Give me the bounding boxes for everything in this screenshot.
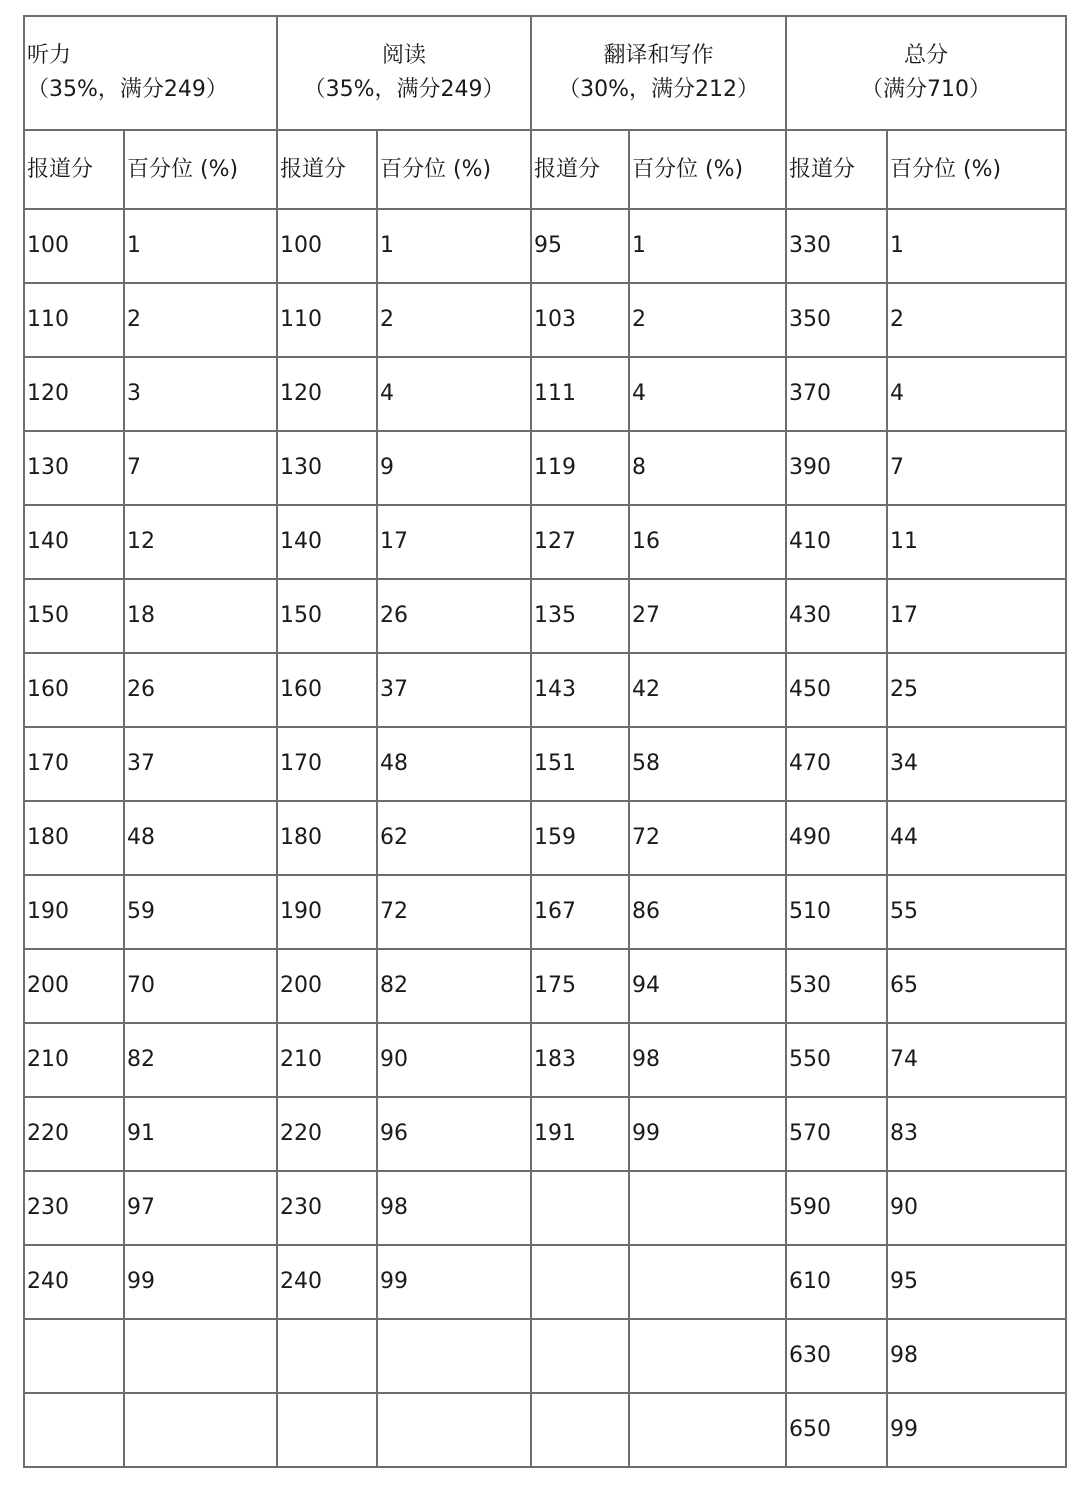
listening-percentile-cell: 82 [124, 1023, 277, 1097]
total-score-cell: 430 [786, 579, 887, 653]
section-weight: （30%，满分212） [558, 77, 759, 102]
reading-percentile-cell: 98 [377, 1171, 531, 1245]
reading-score-cell: 130 [277, 431, 377, 505]
reading-percentile-cell: 96 [377, 1097, 531, 1171]
table-row [24, 1171, 1066, 1245]
writing-percentile-cell: 98 [629, 1023, 786, 1097]
writing-score-cell [531, 1393, 629, 1467]
listening-percentile-cell: 2 [124, 283, 277, 357]
total-percentile-cell: 1 [887, 209, 1066, 283]
total-percentile-cell: 44 [887, 801, 1066, 875]
listening-score-cell: 150 [24, 579, 124, 653]
writing-score-cell: 135 [531, 579, 629, 653]
total-score-cell: 410 [786, 505, 887, 579]
total-percentile-cell: 34 [887, 727, 1066, 801]
total-score-cell: 510 [786, 875, 887, 949]
table-row [24, 1319, 1066, 1393]
listening-score-cell: 230 [24, 1171, 124, 1245]
listening-score-cell: 120 [24, 357, 124, 431]
column-header-score: 报道分 [277, 130, 377, 209]
writing-score-cell [531, 1319, 629, 1393]
section-header-translation-writing [531, 16, 786, 130]
total-score-cell: 450 [786, 653, 887, 727]
section-name: 翻译和写作 [603, 43, 714, 68]
writing-score-cell [531, 1245, 629, 1319]
writing-percentile-cell: 4 [629, 357, 786, 431]
table-row [24, 727, 1066, 801]
section-name: 听力 [27, 43, 72, 68]
writing-percentile-cell [629, 1245, 786, 1319]
column-header-score: 报道分 [24, 130, 124, 209]
column-header-percentile: 百分位 (%) [887, 130, 1066, 209]
reading-percentile-cell: 99 [377, 1245, 531, 1319]
reading-percentile-cell: 1 [377, 209, 531, 283]
listening-score-cell: 160 [24, 653, 124, 727]
section-header-listening [24, 16, 277, 130]
table-row [24, 357, 1066, 431]
table-row [24, 949, 1066, 1023]
table-row [24, 283, 1066, 357]
total-score-cell: 630 [786, 1319, 887, 1393]
listening-score-cell: 100 [24, 209, 124, 283]
listening-percentile-cell: 1 [124, 209, 277, 283]
column-header-percentile: 百分位 (%) [124, 130, 277, 209]
total-percentile-cell: 83 [887, 1097, 1066, 1171]
listening-score-cell: 180 [24, 801, 124, 875]
reading-score-cell: 160 [277, 653, 377, 727]
listening-percentile-cell: 70 [124, 949, 277, 1023]
total-score-cell: 570 [786, 1097, 887, 1171]
column-header-score: 报道分 [786, 130, 887, 209]
reading-score-cell: 200 [277, 949, 377, 1023]
section-weight: （35%，满分249） [303, 77, 505, 102]
table-row [24, 579, 1066, 653]
total-score-cell: 530 [786, 949, 887, 1023]
table-row [24, 431, 1066, 505]
writing-percentile-cell: 72 [629, 801, 786, 875]
total-score-cell: 610 [786, 1245, 887, 1319]
writing-percentile-cell: 99 [629, 1097, 786, 1171]
reading-score-cell: 180 [277, 801, 377, 875]
total-score-cell: 590 [786, 1171, 887, 1245]
listening-percentile-cell: 37 [124, 727, 277, 801]
total-score-cell: 550 [786, 1023, 887, 1097]
writing-percentile-cell: 27 [629, 579, 786, 653]
listening-score-cell: 130 [24, 431, 124, 505]
total-score-cell: 370 [786, 357, 887, 431]
total-score-cell: 650 [786, 1393, 887, 1467]
table-row [24, 209, 1066, 283]
table-row [24, 1023, 1066, 1097]
reading-percentile-cell: 4 [377, 357, 531, 431]
reading-score-cell: 210 [277, 1023, 377, 1097]
listening-score-cell: 200 [24, 949, 124, 1023]
writing-percentile-cell: 58 [629, 727, 786, 801]
writing-score-cell: 175 [531, 949, 629, 1023]
column-header-score: 报道分 [531, 130, 629, 209]
reading-percentile-cell: 48 [377, 727, 531, 801]
reading-score-cell: 100 [277, 209, 377, 283]
table-row [24, 1393, 1066, 1467]
total-percentile-cell: 25 [887, 653, 1066, 727]
writing-score-cell: 103 [531, 283, 629, 357]
listening-percentile-cell: 59 [124, 875, 277, 949]
listening-percentile-cell: 99 [124, 1245, 277, 1319]
score-percentile-table [23, 15, 1067, 1468]
total-percentile-cell: 99 [887, 1393, 1066, 1467]
reading-score-cell: 230 [277, 1171, 377, 1245]
writing-percentile-cell [629, 1171, 786, 1245]
reading-percentile-cell [377, 1393, 531, 1467]
listening-score-cell: 220 [24, 1097, 124, 1171]
reading-score-cell: 190 [277, 875, 377, 949]
total-score-cell: 350 [786, 283, 887, 357]
reading-score-cell [277, 1393, 377, 1467]
table-row [24, 1097, 1066, 1171]
total-score-cell: 470 [786, 727, 887, 801]
writing-percentile-cell: 2 [629, 283, 786, 357]
reading-score-cell: 240 [277, 1245, 377, 1319]
total-percentile-cell: 98 [887, 1319, 1066, 1393]
reading-score-cell [277, 1319, 377, 1393]
reading-percentile-cell: 26 [377, 579, 531, 653]
total-percentile-cell: 4 [887, 357, 1066, 431]
reading-percentile-cell: 72 [377, 875, 531, 949]
section-name: 阅读 [382, 43, 427, 68]
section-header-total [786, 16, 1066, 130]
writing-score-cell: 183 [531, 1023, 629, 1097]
writing-score-cell: 159 [531, 801, 629, 875]
reading-score-cell: 110 [277, 283, 377, 357]
reading-percentile-cell: 37 [377, 653, 531, 727]
listening-score-cell [24, 1319, 124, 1393]
reading-percentile-cell: 2 [377, 283, 531, 357]
section-name: 总分 [904, 43, 949, 68]
total-percentile-cell: 74 [887, 1023, 1066, 1097]
writing-percentile-cell: 42 [629, 653, 786, 727]
section-header-row [24, 16, 1066, 130]
table-row [24, 1245, 1066, 1319]
listening-score-cell: 210 [24, 1023, 124, 1097]
reading-percentile-cell: 90 [377, 1023, 531, 1097]
listening-score-cell: 240 [24, 1245, 124, 1319]
total-percentile-cell: 7 [887, 431, 1066, 505]
writing-score-cell: 127 [531, 505, 629, 579]
writing-percentile-cell: 86 [629, 875, 786, 949]
reading-score-cell: 150 [277, 579, 377, 653]
total-percentile-cell: 11 [887, 505, 1066, 579]
column-header-row [24, 130, 1066, 209]
listening-percentile-cell: 12 [124, 505, 277, 579]
section-weight: （35%，满分249） [27, 77, 228, 102]
listening-percentile-cell: 26 [124, 653, 277, 727]
table-row [24, 653, 1066, 727]
listening-percentile-cell: 91 [124, 1097, 277, 1171]
writing-score-cell: 95 [531, 209, 629, 283]
total-percentile-cell: 90 [887, 1171, 1066, 1245]
listening-percentile-cell: 97 [124, 1171, 277, 1245]
total-score-cell: 390 [786, 431, 887, 505]
column-header-percentile: 百分位 (%) [629, 130, 786, 209]
writing-percentile-cell: 16 [629, 505, 786, 579]
writing-score-cell: 151 [531, 727, 629, 801]
writing-score-cell: 143 [531, 653, 629, 727]
reading-percentile-cell: 9 [377, 431, 531, 505]
total-percentile-cell: 17 [887, 579, 1066, 653]
writing-score-cell [531, 1171, 629, 1245]
listening-percentile-cell: 3 [124, 357, 277, 431]
total-percentile-cell: 95 [887, 1245, 1066, 1319]
reading-percentile-cell [377, 1319, 531, 1393]
column-header-percentile: 百分位 (%) [377, 130, 531, 209]
reading-score-cell: 220 [277, 1097, 377, 1171]
writing-percentile-cell [629, 1319, 786, 1393]
table-row [24, 505, 1066, 579]
table-row [24, 875, 1066, 949]
listening-score-cell: 110 [24, 283, 124, 357]
writing-score-cell: 167 [531, 875, 629, 949]
total-score-cell: 330 [786, 209, 887, 283]
reading-score-cell: 120 [277, 357, 377, 431]
listening-score-cell: 190 [24, 875, 124, 949]
listening-score-cell: 170 [24, 727, 124, 801]
writing-score-cell: 119 [531, 431, 629, 505]
reading-percentile-cell: 17 [377, 505, 531, 579]
table-row [24, 801, 1066, 875]
writing-percentile-cell: 1 [629, 209, 786, 283]
listening-percentile-cell: 7 [124, 431, 277, 505]
listening-score-cell: 140 [24, 505, 124, 579]
table-body [24, 209, 1066, 1467]
writing-score-cell: 111 [531, 357, 629, 431]
writing-percentile-cell: 8 [629, 431, 786, 505]
total-score-cell: 490 [786, 801, 887, 875]
writing-score-cell: 191 [531, 1097, 629, 1171]
writing-percentile-cell [629, 1393, 786, 1467]
listening-percentile-cell [124, 1319, 277, 1393]
total-percentile-cell: 55 [887, 875, 1066, 949]
listening-percentile-cell: 18 [124, 579, 277, 653]
section-weight: （满分710） [861, 77, 992, 102]
total-percentile-cell: 2 [887, 283, 1066, 357]
reading-percentile-cell: 82 [377, 949, 531, 1023]
listening-percentile-cell: 48 [124, 801, 277, 875]
listening-score-cell [24, 1393, 124, 1467]
reading-score-cell: 170 [277, 727, 377, 801]
listening-percentile-cell [124, 1393, 277, 1467]
reading-percentile-cell: 62 [377, 801, 531, 875]
reading-score-cell: 140 [277, 505, 377, 579]
section-header-reading [277, 16, 531, 130]
writing-percentile-cell: 94 [629, 949, 786, 1023]
total-percentile-cell: 65 [887, 949, 1066, 1023]
